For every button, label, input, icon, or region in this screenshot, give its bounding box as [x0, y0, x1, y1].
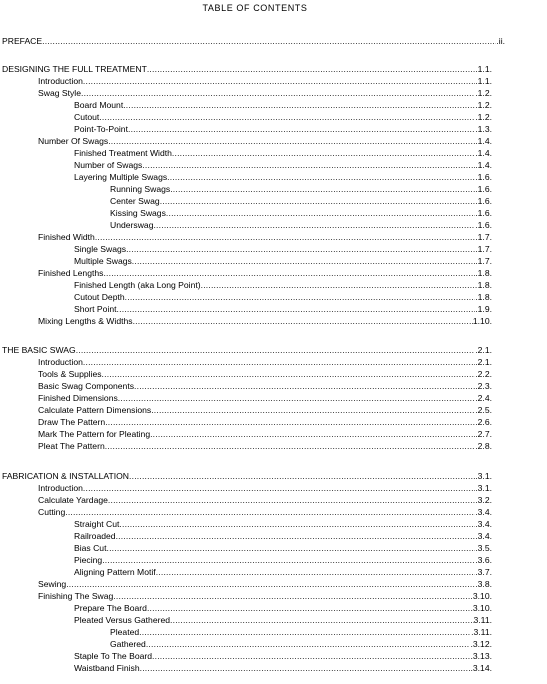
toc-page-number: .2.8. [475, 441, 492, 451]
toc-page-number: .1.7. [475, 232, 492, 242]
toc-entry [110, 183, 492, 195]
toc-entry [38, 75, 492, 87]
dot-leader [105, 416, 475, 428]
toc-entry-label: Short Point [74, 304, 117, 314]
toc-page-number: 3.10. [472, 591, 492, 601]
toc-entry [74, 650, 492, 662]
toc-entry-label: THE BASIC SWAG [2, 345, 76, 355]
dot-leader [106, 542, 475, 554]
toc-entry-label: Board Mount [74, 100, 124, 110]
toc-page-number: .2.7. [475, 429, 492, 439]
toc-entry-label: Prepare The Board [74, 603, 147, 613]
toc-entry-label: Multiple Swags [74, 256, 132, 266]
toc-page-number: .1.3. [475, 124, 492, 134]
toc-entry-label: Draw The Pattern [38, 417, 106, 427]
toc-entry [74, 554, 492, 566]
toc-entry [74, 171, 492, 183]
toc-entry-label: PREFACE [2, 36, 43, 46]
toc-entry-label: Waistband Finish [74, 663, 140, 673]
dot-leader [133, 315, 473, 327]
dot-leader [65, 506, 475, 518]
toc-page-number: .1.4. [475, 136, 492, 146]
dot-leader [142, 159, 475, 171]
dot-leader [108, 494, 475, 506]
toc-page-number: .3.12. [470, 639, 492, 649]
toc-page-number: .1.6. [475, 208, 492, 218]
dot-leader [125, 291, 476, 303]
dot-leader [134, 380, 475, 392]
toc-entry [38, 87, 492, 99]
dot-leader [102, 368, 476, 380]
toc-entry [38, 482, 492, 494]
toc-entry-label: Point-To-Point [74, 124, 128, 134]
dot-leader [153, 219, 475, 231]
toc-page-number: .2.4. [475, 393, 492, 403]
dot-leader [116, 530, 476, 542]
toc-entry [74, 614, 492, 626]
toc-page-number: .3.1. [475, 483, 492, 493]
toc-page-number: .2.3. [475, 381, 492, 391]
toc-page-number: .ii. [496, 36, 505, 46]
toc-entry-label: Mixing Lengths & Widths [38, 316, 133, 326]
toc-entry [38, 494, 492, 506]
dot-leader [167, 171, 475, 183]
dot-leader [151, 404, 475, 416]
toc-entry-label: Number Of Swags [38, 136, 109, 146]
toc-page-number: .3.4. [475, 531, 492, 541]
toc-section [2, 344, 492, 356]
toc-page-number: .1.7. [475, 256, 492, 266]
dot-leader [123, 99, 475, 111]
toc-page-number: 3.11. [473, 615, 492, 625]
dot-leader [147, 63, 475, 75]
toc-entry-label: Basic Swag Components [38, 381, 135, 391]
toc-page-number: .1.4. [475, 148, 492, 158]
toc-page-number: .3.7. [475, 567, 492, 577]
toc-entry [74, 279, 492, 291]
page-title: TABLE OF CONTENTS [202, 3, 308, 13]
toc-page-number: .3.5. [475, 543, 492, 553]
toc-entry-label: Pleated [110, 627, 140, 637]
toc-page-number: .1.6. [475, 184, 492, 194]
toc-entry-label: Gathered [110, 639, 146, 649]
toc-entry-label: Finished Dimensions [38, 393, 118, 403]
toc-entry-label: Calculate Yardage [38, 495, 108, 505]
toc-entry [38, 440, 492, 452]
toc-entry-label: Center Swag [110, 196, 160, 206]
toc-entry-label: Finished Length (aka Long Point) [74, 280, 201, 290]
dot-leader [119, 518, 475, 530]
toc-entry-label: Cutout Depth [74, 292, 125, 302]
toc-page-number: .1.1. [475, 64, 492, 74]
toc-entry-label: Introduction [38, 483, 83, 493]
toc-page-number: .3.4. [475, 507, 492, 517]
toc-page-number: .3.4. [475, 519, 492, 529]
toc-entry [110, 626, 492, 638]
toc-page-number: .2.1. [475, 345, 492, 355]
toc-page-number: .3.6. [475, 555, 492, 565]
toc-entry-label: Number of Swags [74, 160, 143, 170]
toc-entry-label: Single Swags [74, 244, 127, 254]
dot-leader [132, 255, 475, 267]
toc-entry [74, 111, 492, 123]
toc-page-number: .1.2. [475, 88, 492, 98]
toc-entry-label: Swag Style [38, 88, 81, 98]
dot-leader [42, 35, 496, 47]
toc-entry-label: Cutout [74, 112, 100, 122]
toc-entry-label: Staple To The Board [74, 651, 153, 661]
toc-entry-label: Mark The Pattern for Pleating [38, 429, 151, 439]
dot-leader [126, 243, 475, 255]
toc-entry [74, 123, 492, 135]
toc-entry [74, 159, 492, 171]
dot-leader [160, 195, 476, 207]
toc-page-number: .2.6. [475, 417, 492, 427]
toc-entry-label: Finished Lengths [38, 268, 104, 278]
toc-entry-label: Calculate Pattern Dimensions [38, 405, 152, 415]
dot-leader [102, 554, 475, 566]
dot-leader [103, 267, 475, 279]
toc-entry-label: Bias Cut [74, 543, 107, 553]
dot-leader [128, 123, 475, 135]
dot-leader [99, 111, 475, 123]
toc-page-number: .1.8. [475, 268, 492, 278]
dot-leader [201, 279, 478, 291]
toc-entry-label: Piecing [74, 555, 103, 565]
toc-entry-label: Sewing [38, 579, 67, 589]
dot-leader [118, 392, 476, 404]
toc-section [2, 35, 505, 47]
toc-entry-label: Cutting [38, 507, 66, 517]
toc-page-number: .1.4. [475, 160, 492, 170]
dot-leader [105, 440, 476, 452]
toc-entry [38, 416, 492, 428]
toc-entry [38, 315, 492, 327]
toc-entry-label: Pleat The Pattern [38, 441, 105, 451]
toc-entry-label: Layering Multiple Swags [74, 172, 168, 182]
toc-page-number: .1.6. [475, 196, 492, 206]
toc-entry [74, 147, 492, 159]
toc-page-number: .3.14. [470, 663, 492, 673]
toc-entry [74, 99, 492, 111]
dot-leader [140, 662, 471, 674]
toc-entry-label: FABRICATION & INSTALLATION [2, 471, 130, 481]
dot-leader [117, 303, 476, 315]
dot-leader [95, 231, 475, 243]
toc-page-number: .3.2. [475, 495, 492, 505]
toc-entry [110, 207, 492, 219]
toc-entry [74, 303, 492, 315]
dot-leader [108, 135, 475, 147]
toc-entry [74, 243, 492, 255]
toc-entry [38, 428, 492, 440]
toc-entry [38, 267, 492, 279]
toc-page-number: 1.8. [477, 280, 492, 290]
dot-leader [129, 470, 475, 482]
toc-page-number: .1.1. [475, 76, 492, 86]
toc-entry-label: Railroaded [74, 531, 116, 541]
dot-leader [66, 578, 475, 590]
toc-entry-label: Kissing Swags [110, 208, 166, 218]
dot-leader [156, 566, 476, 578]
toc-entry-label: Tools & Supplies [38, 369, 102, 379]
toc-entry [110, 638, 492, 650]
toc-section [2, 470, 492, 482]
toc-page-number: .1.6. [475, 220, 492, 230]
toc-entry [74, 602, 492, 614]
toc-page-number: 1.10. [472, 316, 492, 326]
toc-entry-label: Introduction [38, 76, 83, 86]
dot-leader [83, 482, 475, 494]
toc-entry-label: Pleated Versus Gathered [74, 615, 171, 625]
toc-page-number: .2.5. [475, 405, 492, 415]
toc-entry-label: Finished Width [38, 232, 95, 242]
dot-leader [170, 183, 475, 195]
toc-entry [74, 530, 492, 542]
toc-page-number: .2.1. [475, 357, 492, 367]
toc-entry-label: Finished Treatment Width [74, 148, 172, 158]
toc-page-number: .1.6. [475, 172, 492, 182]
dot-leader [150, 428, 475, 440]
toc-entry [38, 506, 492, 518]
toc-page-number: .1.2. [475, 112, 492, 122]
toc-entry [74, 566, 492, 578]
dot-leader [170, 614, 473, 626]
toc-entry [38, 590, 492, 602]
toc-entry [38, 135, 492, 147]
dot-leader [113, 590, 473, 602]
toc-entry-label: Underswag [110, 220, 154, 230]
toc-entry [38, 231, 492, 243]
toc-entry-label: Aligning Pattern Motif [74, 567, 156, 577]
dot-leader [83, 75, 475, 87]
toc-entry [74, 518, 492, 530]
dot-leader [172, 147, 475, 159]
toc-entry-label: Finishing The Swag [38, 591, 114, 601]
dot-leader [146, 638, 471, 650]
toc-entry [38, 356, 492, 368]
dot-leader [81, 87, 475, 99]
toc-entry [74, 255, 492, 267]
toc-entry [74, 662, 492, 674]
toc-entry [38, 404, 492, 416]
toc-page-number: .1.8. [475, 292, 492, 302]
toc-page-number: .2.2. [475, 369, 492, 379]
toc-entry [38, 368, 492, 380]
dot-leader [147, 602, 471, 614]
toc-section [2, 63, 492, 75]
toc-page-number: .3.8. [475, 579, 492, 589]
dot-leader [83, 356, 475, 368]
toc-entry-label: Straight Cut [74, 519, 120, 529]
dot-leader [139, 626, 471, 638]
toc-page-number: .1.7. [475, 244, 492, 254]
toc-page-number: .3.11. [471, 627, 492, 637]
dot-leader [76, 344, 476, 356]
dot-leader [166, 207, 475, 219]
toc-entry [110, 219, 492, 231]
toc-entry [74, 291, 492, 303]
dot-leader [152, 650, 470, 662]
toc-page-number: .1.9. [475, 304, 492, 314]
toc-entry-label: Introduction [38, 357, 83, 367]
toc-entry [38, 578, 492, 590]
toc-entry-label: Running Swags [110, 184, 171, 194]
toc-page-number: .1.2. [475, 100, 492, 110]
toc-entry [110, 195, 492, 207]
toc-page-number: .3.10. [470, 603, 492, 613]
toc-entry [74, 542, 492, 554]
toc-entry [38, 392, 492, 404]
toc-entry-label: DESIGNING THE FULL TREATMENT [2, 64, 147, 74]
toc-page-number: .3.13. [470, 651, 492, 661]
toc-entry [38, 380, 492, 392]
toc-page-number: .3.1. [475, 471, 492, 481]
